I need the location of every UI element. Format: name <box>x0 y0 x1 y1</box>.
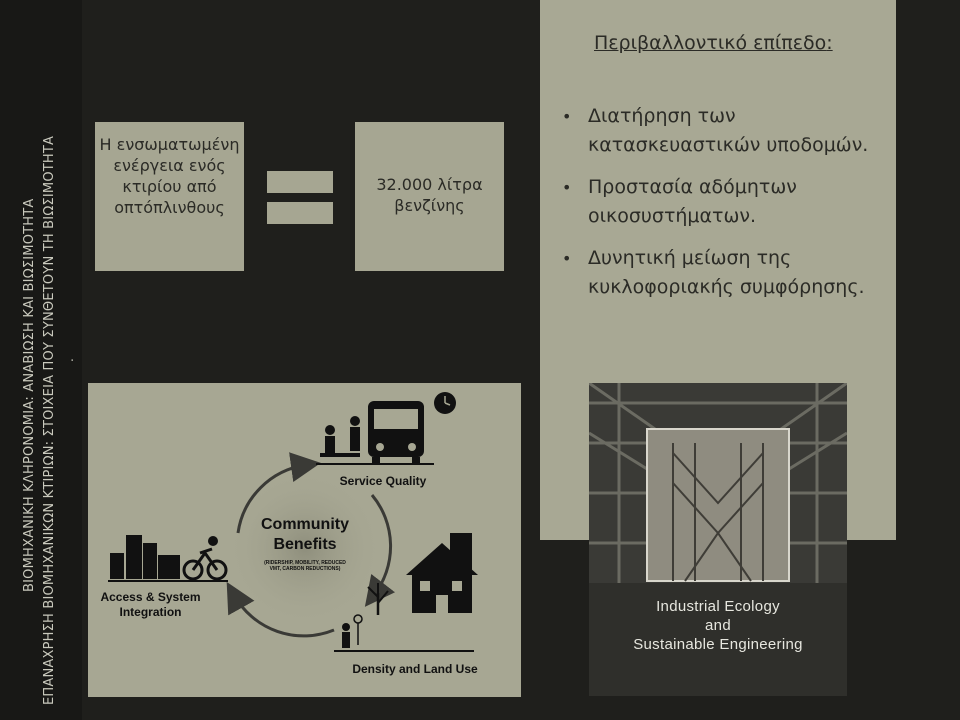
tall-building-icon <box>450 533 472 575</box>
pedestrian-icon <box>342 615 362 648</box>
clock-icon <box>434 392 456 414</box>
bus-icon <box>368 401 424 463</box>
book-cover <box>589 383 847 696</box>
community-benefits-title: Community Benefits <box>261 516 349 553</box>
panel-title-colon: : <box>826 32 833 54</box>
book-title-line: Industrial Ecology <box>656 598 780 615</box>
service-quality-label: Service Quality <box>339 474 427 488</box>
equals-sign-top-bar <box>267 171 333 193</box>
bullet-item: • Διατήρηση των κατασκευαστικών υποδομών. <box>562 102 882 160</box>
community-benefits-subtitle: (RIDERSHIP, MOBILITY, REDUCED VMT, CARBON REDUCTIONS) <box>264 560 346 572</box>
cover-photo <box>647 429 789 581</box>
embodied-energy-box: Η ενσωματωμένη ενέργεια ενός κτιρίου από οπτόπλινθους <box>95 122 244 271</box>
density-land-use-label: Density and Land Use <box>352 662 478 676</box>
access-integration-label: Access & System Integration <box>100 590 201 619</box>
vertical-title-1: ΒΙΟΜΗΧΑΝΙΚΗ ΚΛΗΡΟΝΟΜΙΑ: ΑΝΑΒΙΩΣΗ ΚΑΙ ΒΙΩΣΙΜΟΤΗΤΑ <box>22 198 37 592</box>
book-title <box>589 597 847 654</box>
cyclist-icon <box>184 536 226 579</box>
book-title-line: and <box>705 617 731 634</box>
city-skyline-icon <box>110 535 180 579</box>
panel-title <box>594 30 854 57</box>
book-title-line: Sustainable Engineering <box>633 636 803 653</box>
equals-sign-bottom-bar <box>267 202 333 224</box>
vertical-title-dot: . <box>62 357 76 362</box>
gasoline-equivalent-box: 32.000 λίτρα βενζίνης <box>355 122 504 271</box>
bullet-list <box>562 102 882 315</box>
bullet-item: • Δυνητική μείωση της κυκλοφοριακής συμφόρησης. <box>562 244 882 302</box>
bullet-item: • Προστασία αδόμητων οικοσυστήματων. <box>562 173 882 231</box>
vertical-title-2: ΕΠΑΝΑΧΡΗΣΗ ΒΙΟΜΗΧΑΝΙΚΩΝ ΚΤΙΡΙΩΝ: ΣΤΟΙΧΕΙΑ ΠΟΥ ΣΥΝΘΕΤΟΥΝ ΤΗ ΒΙΩΣΙΜΟΤΗΤΑ <box>42 135 57 705</box>
panel-title-text: Περιβαλλοντικό επίπεδο <box>594 32 827 54</box>
passengers-icon <box>320 416 360 457</box>
community-benefits-diagram <box>88 383 521 697</box>
